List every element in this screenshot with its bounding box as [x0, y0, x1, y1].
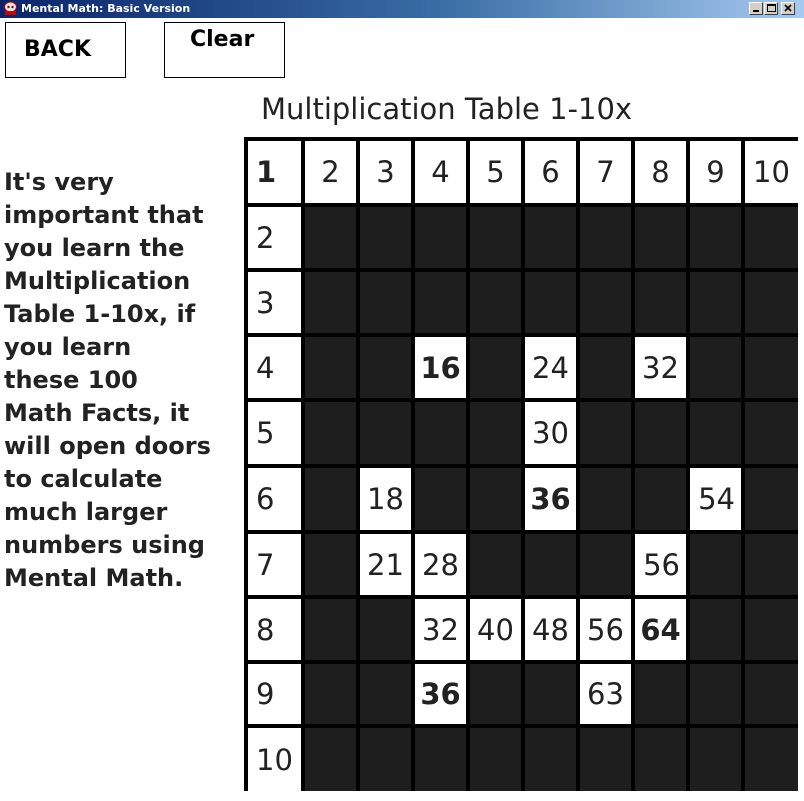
grid-cell-empty[interactable]: [745, 728, 798, 791]
row-header-6: 6: [248, 468, 301, 530]
grid-cell-empty[interactable]: [470, 272, 521, 333]
grid-cell-empty[interactable]: [635, 402, 686, 464]
minimize-icon: [750, 3, 762, 14]
column-header-7: 7: [580, 141, 631, 203]
maximize-icon: [765, 3, 777, 14]
grid-cell-empty[interactable]: [580, 272, 631, 333]
row-header-10: 10: [248, 728, 301, 791]
grid-cell-empty[interactable]: [360, 728, 411, 791]
info-text: It's very important that you learn the Multiplication Table 1-10x, if you learn these 100 Math Facts, it will open doors to calculate much larger numbers using Mental Math.: [4, 168, 211, 592]
row-header-9: 9: [248, 664, 301, 724]
grid-cell-empty[interactable]: [415, 728, 466, 791]
grid-cell-empty[interactable]: [690, 534, 741, 595]
grid-cell-empty[interactable]: [470, 534, 521, 595]
grid-cell-54[interactable]: 54: [690, 468, 741, 530]
back-button[interactable]: [5, 22, 126, 78]
grid-cell-empty[interactable]: [690, 402, 741, 464]
app-icon: [3, 1, 18, 16]
column-header-3: 3: [360, 141, 411, 203]
grid-cell-empty[interactable]: [305, 272, 356, 333]
grid-cell-empty[interactable]: [745, 337, 798, 398]
grid-cell-empty[interactable]: [580, 402, 631, 464]
grid-cell-empty[interactable]: [690, 207, 741, 268]
grid-cell-48[interactable]: 48: [525, 599, 576, 660]
row-header-8: 8: [248, 599, 301, 660]
grid-cell-empty[interactable]: [470, 337, 521, 398]
grid-cell-32[interactable]: 32: [415, 599, 466, 660]
grid-cell-56[interactable]: 56: [635, 534, 686, 595]
row-header-7: 7: [248, 534, 301, 595]
grid-cell-empty[interactable]: [580, 468, 631, 530]
grid-cell-empty[interactable]: [470, 664, 521, 724]
grid-cell-empty[interactable]: [305, 337, 356, 398]
grid-cell-empty[interactable]: [305, 534, 356, 595]
grid-cell-empty[interactable]: [415, 207, 466, 268]
back-button-label: BACK: [24, 37, 91, 62]
column-header-10: 10: [745, 141, 798, 203]
grid-cell-32[interactable]: 32: [635, 337, 686, 398]
grid-cell-empty[interactable]: [470, 402, 521, 464]
grid-cell-64[interactable]: 64: [635, 599, 686, 660]
minimize-button[interactable]: [749, 2, 763, 15]
grid-cell-36[interactable]: 36: [415, 664, 466, 724]
grid-cell-empty[interactable]: [470, 207, 521, 268]
grid-cell-empty[interactable]: [415, 272, 466, 333]
grid-cell-empty[interactable]: [360, 402, 411, 464]
grid-cell-empty[interactable]: [525, 664, 576, 724]
grid-cell-empty[interactable]: [580, 728, 631, 791]
grid-cell-empty[interactable]: [580, 207, 631, 268]
grid-cell-63[interactable]: 63: [580, 664, 631, 724]
grid-cell-empty[interactable]: [360, 337, 411, 398]
grid-cell-empty[interactable]: [745, 207, 798, 268]
grid-cell-empty[interactable]: [690, 272, 741, 333]
grid-cell-empty[interactable]: [470, 468, 521, 530]
grid-cell-empty[interactable]: [745, 534, 798, 595]
grid-cell-18[interactable]: 18: [360, 468, 411, 530]
table-title: Multiplication Table 1-10x: [261, 92, 633, 126]
multiplication-grid: [244, 137, 798, 791]
row-header-5: 5: [248, 402, 301, 464]
grid-cell-empty[interactable]: [360, 599, 411, 660]
grid-cell-empty[interactable]: [580, 534, 631, 595]
grid-cell-empty[interactable]: [635, 468, 686, 530]
grid-cell-empty[interactable]: [360, 207, 411, 268]
grid-cell-empty[interactable]: [305, 207, 356, 268]
grid-cell-36[interactable]: 36: [525, 468, 576, 530]
grid-cell-empty[interactable]: [690, 337, 741, 398]
close-icon: [782, 3, 794, 14]
grid-cell-empty[interactable]: [745, 599, 798, 660]
grid-cell-empty[interactable]: [635, 207, 686, 268]
grid-cell-empty[interactable]: [525, 207, 576, 268]
grid-cell-empty[interactable]: [580, 337, 631, 398]
grid-cell-empty[interactable]: [525, 272, 576, 333]
grid-cell-empty[interactable]: [470, 728, 521, 791]
clear-button-label: Clear: [190, 27, 255, 52]
column-header-8: 8: [635, 141, 686, 203]
grid-cell-empty[interactable]: [415, 402, 466, 464]
row-header-4: 4: [248, 337, 301, 398]
grid-cell-empty[interactable]: [525, 728, 576, 791]
grid-cell-empty[interactable]: [305, 664, 356, 724]
title-bar: [0, 0, 804, 18]
grid-cell-empty[interactable]: [635, 728, 686, 791]
grid-cell-empty[interactable]: [690, 599, 741, 660]
column-header-4: 4: [415, 141, 466, 203]
grid-cell-28[interactable]: 28: [415, 534, 466, 595]
grid-cell-empty[interactable]: [745, 402, 798, 464]
grid-cell-empty[interactable]: [360, 664, 411, 724]
grid-cell-40[interactable]: 40: [470, 599, 521, 660]
grid-cell-empty[interactable]: [305, 402, 356, 464]
grid-cell-56[interactable]: 56: [580, 599, 631, 660]
grid-cell-21[interactable]: 21: [360, 534, 411, 595]
close-button[interactable]: [781, 2, 795, 15]
column-header-2: 2: [305, 141, 356, 203]
maximize-button[interactable]: [764, 2, 778, 15]
grid-cell-empty[interactable]: [305, 728, 356, 791]
window-title: Mental Math: Basic Version: [21, 2, 191, 15]
column-header-6: 6: [525, 141, 576, 203]
grid-cell-empty[interactable]: [745, 468, 798, 530]
row-header-2: 2: [248, 207, 301, 268]
grid-cell-empty[interactable]: [360, 272, 411, 333]
clear-button[interactable]: [164, 22, 285, 78]
row-header-3: 3: [248, 272, 301, 333]
grid-cell-empty[interactable]: [690, 664, 741, 724]
column-header-5: 5: [470, 141, 521, 203]
grid-cell-empty[interactable]: [305, 599, 356, 660]
grid-cell-16[interactable]: 16: [415, 337, 466, 398]
grid-cell-empty[interactable]: [635, 664, 686, 724]
grid-cell-empty[interactable]: [745, 272, 798, 333]
grid-cell-empty[interactable]: [745, 664, 798, 724]
grid-cell-empty[interactable]: [635, 272, 686, 333]
column-header-1: 1: [248, 141, 301, 203]
grid-cell-30[interactable]: 30: [525, 402, 576, 464]
grid-cell-empty[interactable]: [415, 468, 466, 530]
column-header-9: 9: [690, 141, 741, 203]
grid-cell-empty[interactable]: [525, 534, 576, 595]
grid-cell-empty[interactable]: [305, 468, 356, 530]
grid-cell-empty[interactable]: [690, 728, 741, 791]
grid-cell-24[interactable]: 24: [525, 337, 576, 398]
